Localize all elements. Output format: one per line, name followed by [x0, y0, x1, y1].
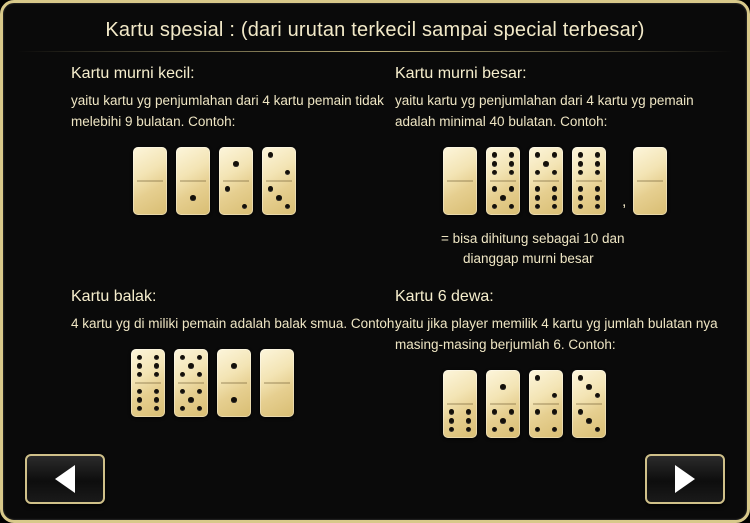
domino-half [131, 383, 165, 417]
next-button[interactable] [645, 454, 725, 504]
pip-dot [509, 161, 515, 167]
previous-button[interactable] [25, 454, 105, 504]
pip-dot [466, 427, 472, 433]
pip-dot [285, 170, 291, 176]
domino-half [260, 383, 294, 417]
pip-dot [578, 375, 584, 381]
arrow-left-icon [55, 465, 75, 493]
pip-dot [225, 186, 231, 192]
domino-example-row [131, 349, 401, 417]
pip-dot [586, 418, 592, 424]
pip-grid [576, 151, 602, 177]
pip-dot [180, 372, 186, 378]
pip-grid [137, 185, 163, 211]
pip-dot [595, 170, 601, 176]
pip-dot [509, 427, 515, 433]
domino-tile [529, 370, 563, 438]
domino-half [176, 147, 210, 181]
pip-dot [595, 204, 601, 210]
pip-dot [154, 406, 160, 412]
pip-dot [137, 406, 143, 412]
pip-dot [231, 363, 237, 369]
pip-dot [180, 406, 186, 412]
pip-grid [221, 387, 247, 413]
pip-dot [492, 161, 498, 167]
murni-besar-note [395, 229, 735, 270]
pip-grid [490, 185, 516, 211]
pip-dot [242, 204, 248, 210]
pip-dot [137, 397, 143, 403]
domino-half [443, 147, 477, 181]
pip-dot [595, 427, 601, 433]
pip-dot [285, 204, 291, 210]
section-6-dewa [395, 288, 735, 438]
domino-tile [219, 147, 253, 215]
pip-dot [188, 397, 194, 403]
pip-grid [264, 387, 290, 413]
pip-grid [576, 185, 602, 211]
pip-dot [509, 204, 515, 210]
pip-grid [266, 151, 292, 177]
pip-dot [552, 204, 558, 210]
pip-grid [135, 387, 161, 413]
pip-dot [268, 152, 274, 158]
pip-dot [552, 409, 558, 415]
domino-half [260, 349, 294, 383]
pip-dot [578, 409, 584, 415]
section-body: 4 kartu yg di miliki pemain adalah balak smua. Contoh: [71, 316, 399, 331]
pip-dot [137, 372, 143, 378]
pip-dot [509, 186, 515, 192]
pip-grid [221, 353, 247, 379]
domino-half [486, 370, 520, 404]
pip-dot [180, 355, 186, 361]
pip-dot [578, 170, 584, 176]
domino-half [219, 147, 253, 181]
pip-dot [595, 161, 601, 167]
domino-half [572, 181, 606, 215]
section-murni-kecil [71, 65, 401, 215]
pip-dot [137, 363, 143, 369]
pip-dot [492, 170, 498, 176]
domino-half [529, 370, 563, 404]
pip-dot [197, 389, 203, 395]
pip-dot [509, 152, 515, 158]
note-line-1: = bisa dihitung sebagai 10 dan [441, 230, 625, 246]
domino-tile [486, 370, 520, 438]
pip-dot [137, 389, 143, 395]
domino-half [176, 181, 210, 215]
pip-dot [578, 204, 584, 210]
separator-comma: , [622, 192, 627, 210]
pip-dot [595, 186, 601, 192]
pip-grid [637, 185, 663, 211]
pip-grid [447, 185, 473, 211]
page-title: Kartu spesial : (dari urutan terkecil sampai special terbesar) [105, 19, 645, 41]
pip-dot [500, 384, 506, 390]
pip-grid [533, 185, 559, 211]
pip-dot [552, 427, 558, 433]
section-murni-besar [395, 65, 735, 269]
pip-dot [190, 195, 196, 201]
domino-tile [443, 147, 477, 215]
pip-grid [137, 151, 163, 177]
pip-dot [595, 393, 601, 399]
section-body: yaitu kartu yg penjumlahan dari 4 kartu pemain tidak melebihi 9 bulatan. Contoh: [71, 93, 384, 129]
pip-dot [466, 418, 472, 424]
pip-dot [500, 195, 506, 201]
pip-grid [135, 353, 161, 379]
pip-grid [178, 353, 204, 379]
pip-dot [552, 170, 558, 176]
pip-dot [595, 152, 601, 158]
domino-tile [443, 370, 477, 438]
pip-dot [535, 409, 541, 415]
pip-dot [137, 355, 143, 361]
domino-half [486, 404, 520, 438]
pip-grid [180, 151, 206, 177]
title-divider [17, 51, 733, 52]
domino-tile [133, 147, 167, 215]
pip-dot [535, 427, 541, 433]
pip-dot [535, 152, 541, 158]
domino-half [262, 147, 296, 181]
pip-dot [543, 161, 549, 167]
pip-dot [552, 186, 558, 192]
pip-dot [552, 152, 558, 158]
domino-half [529, 404, 563, 438]
domino-half [443, 404, 477, 438]
domino-half [217, 349, 251, 383]
pip-grid [223, 185, 249, 211]
domino-half [131, 349, 165, 383]
pip-dot [578, 195, 584, 201]
domino-half [174, 383, 208, 417]
pip-grid [447, 408, 473, 434]
pip-grid [490, 374, 516, 400]
pip-dot [552, 393, 558, 399]
pip-dot [492, 152, 498, 158]
pip-grid [533, 408, 559, 434]
pip-dot [492, 186, 498, 192]
pip-dot [188, 363, 194, 369]
domino-half [133, 147, 167, 181]
pip-grid [447, 374, 473, 400]
domino-tile [529, 147, 563, 215]
domino-half [443, 181, 477, 215]
domino-tile [262, 147, 296, 215]
domino-half [572, 147, 606, 181]
domino-half [486, 147, 520, 181]
domino-example-row [443, 370, 735, 438]
domino-half [633, 181, 667, 215]
domino-tile [572, 147, 606, 215]
pip-dot [449, 427, 455, 433]
pip-grid [637, 151, 663, 177]
domino-tile [260, 349, 294, 417]
domino-example-row [443, 147, 735, 215]
pip-dot [500, 418, 506, 424]
pip-dot [276, 195, 282, 201]
pip-dot [233, 161, 239, 167]
domino-tile [176, 147, 210, 215]
pip-dot [578, 152, 584, 158]
pip-dot [535, 375, 541, 381]
domino-tile [633, 147, 667, 215]
pip-dot [154, 389, 160, 395]
domino-half [633, 147, 667, 181]
pip-dot [154, 355, 160, 361]
section-body: yaitu jika player memilik 4 kartu yg jumlah bulatan nya masing-masing berjumlah 6. Contoh: [395, 316, 718, 352]
pip-grid [490, 151, 516, 177]
domino-half [572, 370, 606, 404]
pip-grid [533, 151, 559, 177]
pip-grid [264, 353, 290, 379]
section-title: Kartu balak: [71, 288, 157, 305]
pip-dot [492, 427, 498, 433]
pip-grid [490, 408, 516, 434]
domino-half [443, 370, 477, 404]
pip-dot [535, 195, 541, 201]
pip-dot [552, 195, 558, 201]
domino-tile [486, 147, 520, 215]
pip-dot [268, 186, 274, 192]
pip-dot [509, 409, 515, 415]
pip-grid [223, 151, 249, 177]
pip-grid [266, 185, 292, 211]
pip-dot [509, 170, 515, 176]
pip-dot [154, 397, 160, 403]
domino-half [217, 383, 251, 417]
pip-dot [535, 170, 541, 176]
section-title: Kartu murni kecil: [71, 65, 195, 82]
pip-dot [595, 195, 601, 201]
domino-tile [174, 349, 208, 417]
pip-dot [449, 409, 455, 415]
pip-dot [492, 409, 498, 415]
section-balak [71, 288, 401, 417]
arrow-right-icon [675, 465, 695, 493]
note-line-2: dianggap murni besar [463, 251, 594, 267]
pip-dot [180, 389, 186, 395]
domino-half [133, 181, 167, 215]
pip-grid [180, 185, 206, 211]
pip-dot [578, 186, 584, 192]
domino-tile [217, 349, 251, 417]
pip-grid [533, 374, 559, 400]
pip-dot [197, 355, 203, 361]
domino-half [174, 349, 208, 383]
section-title: Kartu murni besar: [395, 65, 527, 82]
pip-grid [178, 387, 204, 413]
pip-dot [535, 186, 541, 192]
section-body: yaitu kartu yg penjumlahan dari 4 kartu yg pemain adalah minimal 40 bulatan. Contoh: [395, 93, 694, 129]
pip-dot [492, 204, 498, 210]
pip-dot [154, 363, 160, 369]
pip-dot [197, 372, 203, 378]
domino-half [572, 404, 606, 438]
domino-tile [572, 370, 606, 438]
pip-grid [576, 374, 602, 400]
pip-dot [578, 161, 584, 167]
domino-tile [131, 349, 165, 417]
domino-half [529, 147, 563, 181]
section-title: Kartu 6 dewa: [395, 288, 494, 305]
pip-grid [576, 408, 602, 434]
domino-half [262, 181, 296, 215]
pip-dot [586, 384, 592, 390]
domino-half [219, 181, 253, 215]
pip-dot [449, 418, 455, 424]
pip-dot [154, 372, 160, 378]
domino-half [529, 181, 563, 215]
pip-dot [231, 397, 237, 403]
domino-example-row [133, 147, 401, 215]
pip-grid [447, 151, 473, 177]
pip-dot [466, 409, 472, 415]
domino-half [486, 181, 520, 215]
pip-dot [197, 406, 203, 412]
pip-dot [535, 204, 541, 210]
